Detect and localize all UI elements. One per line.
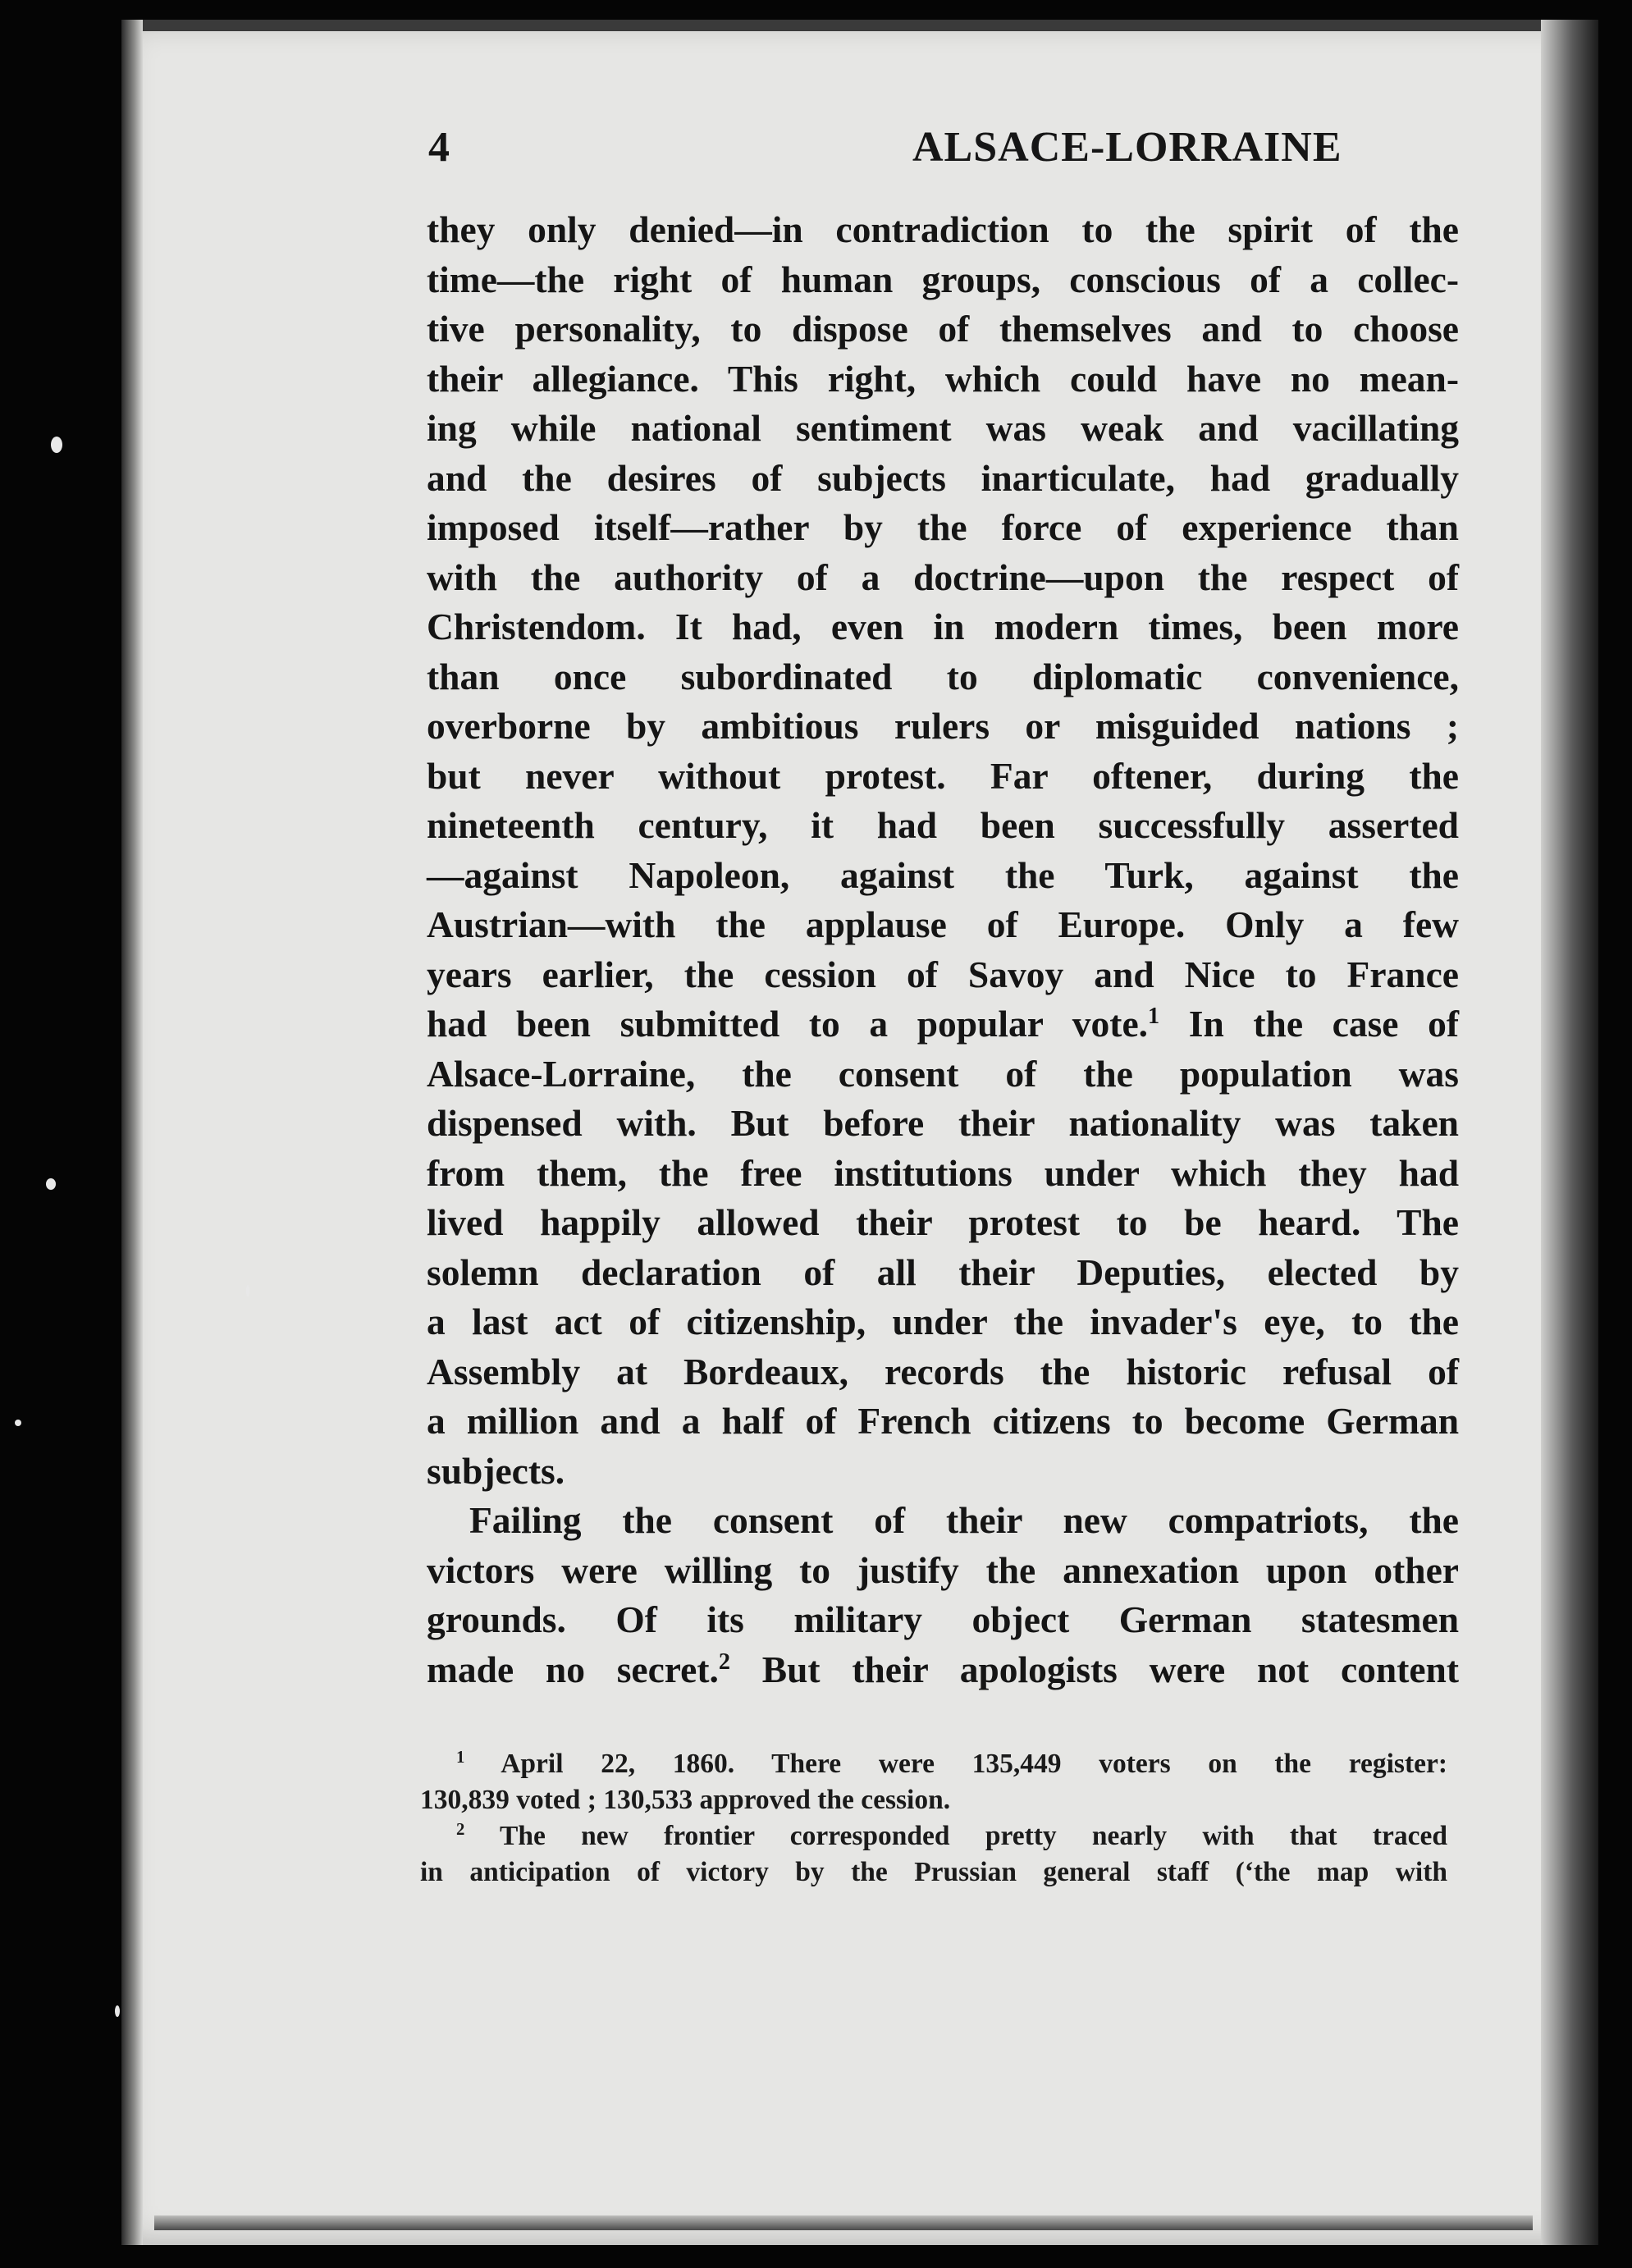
text-line: overborne by ambitious rulers or misguided nations ; xyxy=(427,705,1459,747)
footnotes xyxy=(420,1746,1447,1891)
text-line: a million and a half of French citizens to become German xyxy=(427,1400,1459,1442)
text-line: with the authority of a doctrine—upon the respect of xyxy=(427,556,1459,598)
text-line: ing while national sentiment was weak and vacillating xyxy=(427,407,1459,449)
text-line: Christendom. It had, even in modern times, been more xyxy=(427,606,1459,647)
scan-speck xyxy=(246,1285,249,1296)
page-edge-top xyxy=(121,20,1598,31)
scan-speck xyxy=(46,1178,56,1190)
scan-speck xyxy=(15,1420,21,1426)
text-line: Austrian—with the applause of Europe. Only a few xyxy=(427,903,1459,945)
text-line: tive personality, to dispose of themselves and to choose xyxy=(427,308,1459,350)
text-line: Alsace-Lorraine, the consent of the population was xyxy=(427,1052,1459,1095)
footnote-line xyxy=(420,1818,1447,1854)
text-line: dispensed with. But before their nationality was taken xyxy=(427,1102,1459,1144)
footnote-reference: 1 xyxy=(1148,1003,1160,1029)
text-line-with-note xyxy=(427,1645,1459,1695)
text-segment: But their apologists were not content xyxy=(730,1648,1459,1690)
scan-speck xyxy=(51,437,62,453)
text-line: time—the right of human groups, conscious of a collec- xyxy=(427,258,1459,300)
text-line-with-note xyxy=(427,999,1459,1049)
page-edge-left xyxy=(121,20,143,2245)
text-line: a last act of citizenship, under the invader's eye, to the xyxy=(427,1301,1459,1342)
footnote-text: The new frontier corresponded pretty nearly with that traced xyxy=(464,1821,1447,1851)
footnote-marker: 1 xyxy=(456,1747,465,1767)
text-line: lived happily allowed their protest to be heard. The xyxy=(427,1201,1459,1243)
page-header xyxy=(305,123,1342,189)
text-line: and the desires of subjects inarticulate, had gradually xyxy=(427,456,1459,499)
page-edge-right xyxy=(1541,20,1598,2245)
text-line: Assembly at Bordeaux, records the historic refusal of xyxy=(427,1350,1459,1392)
footnote-marker: 2 xyxy=(456,1819,465,1839)
text-line: from them, the free institutions under which they had xyxy=(427,1151,1459,1194)
footnote-line: 130,839 voted ; 130,533 approved the cession. xyxy=(420,1785,951,1815)
text-line: imposed itself—rather by the force of experience than xyxy=(427,506,1459,548)
text-segment: had been submitted to a popular vote. xyxy=(427,1003,1149,1045)
text-line: grounds. Of its military object German statesmen xyxy=(427,1598,1459,1640)
text-segment: made no secret. xyxy=(427,1648,719,1690)
text-line: solemn declaration of all their Deputies, elected by xyxy=(427,1251,1459,1293)
text-segment: In the case of xyxy=(1159,1003,1459,1045)
body-text xyxy=(427,205,1459,1694)
text-line: than once subordinated to diplomatic convenience, xyxy=(427,655,1459,697)
footnote-text: April 22, 1860. There were 135,449 voters on the register: xyxy=(464,1749,1447,1779)
scan-speck xyxy=(115,2005,120,2017)
running-head: ALSACE-LORRAINE xyxy=(912,124,1342,171)
text-line: their allegiance. This right, which could have no mean- xyxy=(427,357,1459,400)
text-line: victors were willing to justify the annexation upon other xyxy=(427,1548,1459,1591)
footnote-line xyxy=(420,1746,1447,1782)
text-line: Failing the consent of their new compatriots, the xyxy=(469,1499,1459,1541)
text-line: years earlier, the cession of Savoy and Nice to France xyxy=(427,953,1459,995)
text-line: but never without protest. Far oftener, during the xyxy=(427,754,1459,797)
footnote-line: in anticipation of victory by the Prussian general staff (‘the map with xyxy=(420,1857,1447,1887)
text-line: —against Napoleon, against the Turk, against the xyxy=(427,853,1459,896)
footnote-reference: 2 xyxy=(718,1648,731,1675)
text-line: subjects. xyxy=(427,1449,565,1492)
page-edge-bottom xyxy=(154,2215,1533,2230)
text-line: nineteenth century, it had been successfully asserted xyxy=(427,804,1459,846)
text-line: they only denied—in contradiction to the spirit of the xyxy=(427,208,1459,250)
page-number: 4 xyxy=(428,124,450,171)
